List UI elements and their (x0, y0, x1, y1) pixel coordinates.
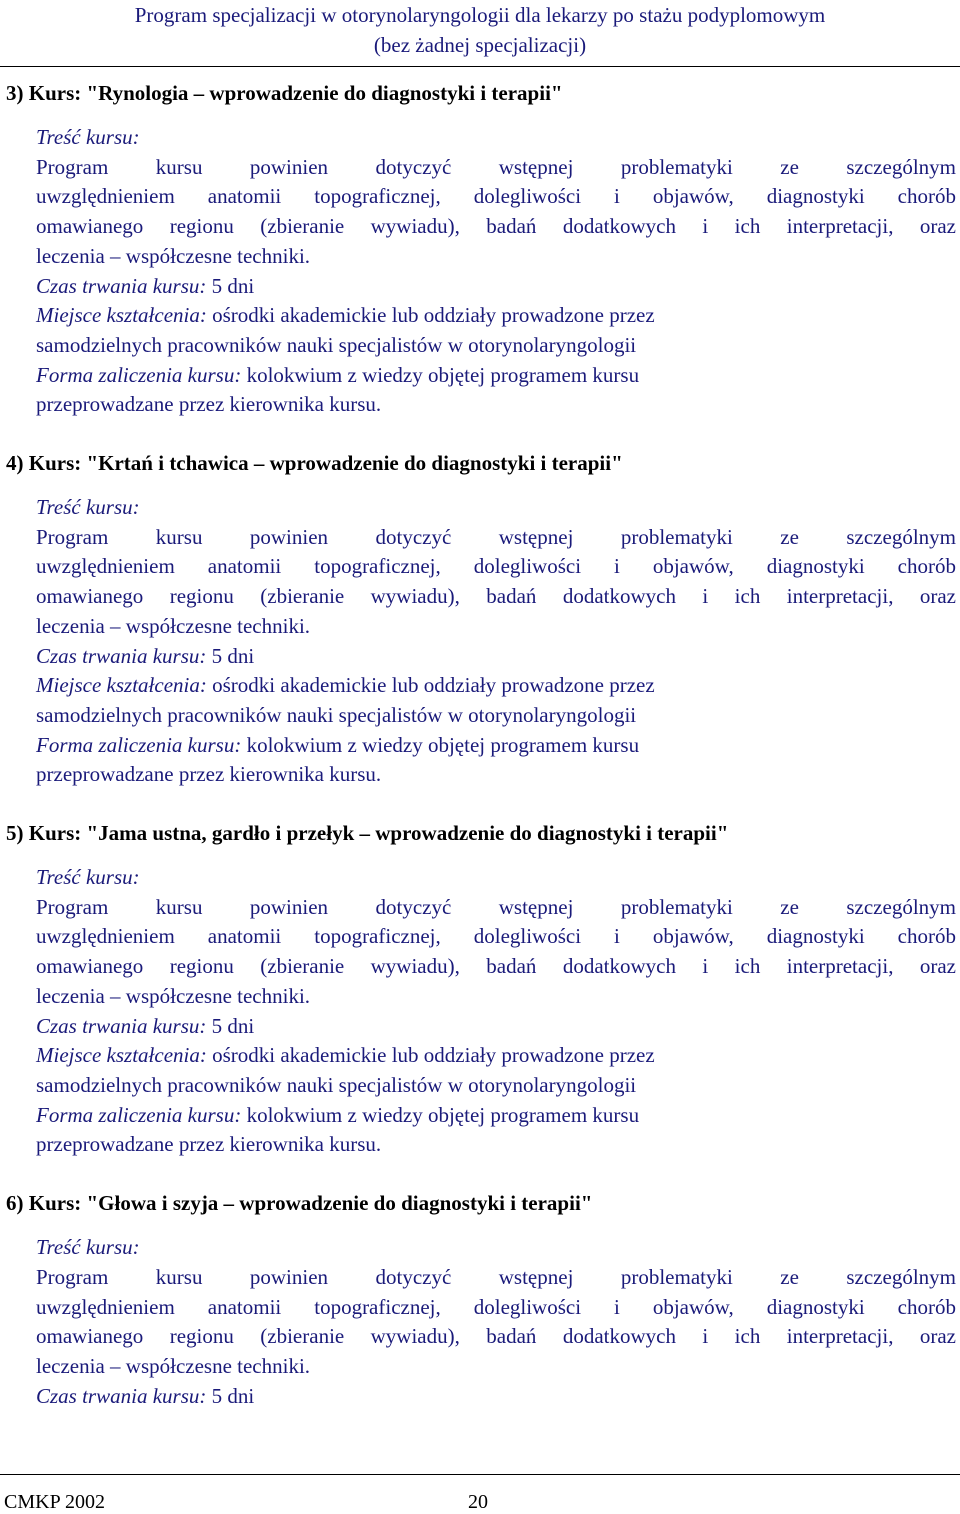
course-title: 5) Kurs: "Jama ustna, gardło i przełyk – wprowadzenie do diagnostyki i terapii" (6, 821, 729, 846)
course-section-4 (0, 448, 960, 790)
course-location-value: ośrodki akademickie lub oddziały prowadzone przez (212, 303, 655, 328)
content-line: Program kursu powinien dotyczyć wstępnej problematyki ze szczególnym (36, 1264, 956, 1289)
course-location-value-cont: samodzielnych pracowników nauki specjalistów w otorynolaryngologii (36, 332, 637, 357)
course-duration-value: 5 dni (211, 1013, 255, 1038)
course-section-6 (0, 1188, 960, 1411)
course-duration-field (0, 642, 960, 672)
course-location-value: ośrodki akademickie lub oddziały prowadzone przez (212, 1043, 655, 1068)
course-title: 4) Kurs: "Krtań i tchawica – wprowadzenie do diagnostyki i terapii" (6, 451, 623, 476)
content-line: leczenia – współczesne techniki. (36, 613, 311, 638)
content-line: Program kursu powinien dotyczyć wstępnej problematyki ze szczególnym (36, 524, 956, 549)
course-duration-value: 5 dni (211, 643, 255, 668)
course-content-label: Treść kursu: (36, 865, 140, 890)
header-line-2: (bez żadnej specjalizacji) (373, 33, 587, 57)
document-body (0, 72, 960, 1411)
course-content-text (36, 1263, 956, 1382)
section-spacer (0, 420, 960, 442)
course-duration-field (0, 1012, 960, 1042)
footer-source: CMKP 2002 (4, 1491, 105, 1513)
course-assessment-field (0, 731, 960, 790)
course-duration-label: Czas trwania kursu: (36, 1383, 207, 1408)
course-assessment-field (0, 361, 960, 420)
course-location-value-cont: samodzielnych pracowników nauki specjalistów w otorynolaryngologii (36, 702, 637, 727)
course-assessment-value-cont: przeprowadzane przez kierownika kursu. (36, 392, 382, 417)
footer-divider (0, 1474, 960, 1475)
course-location-label: Miejsce kształcenia: (36, 1043, 207, 1068)
course-location-value-cont: samodzielnych pracowników nauki specjalistów w otorynolaryngologii (36, 1072, 637, 1097)
course-duration-field (0, 272, 960, 302)
course-assessment-label: Forma zaliczenia kursu: (36, 1102, 242, 1127)
course-section-5 (0, 818, 960, 1160)
course-duration-label: Czas trwania kursu: (36, 273, 207, 298)
course-assessment-value-cont: przeprowadzane przez kierownika kursu. (36, 1132, 382, 1157)
content-line: uwzględnieniem anatomii topograficznej, dolegliwości i objawów, diagnostyki chorób (36, 924, 956, 949)
course-title: 6) Kurs: "Głowa i szyja – wprowadzenie do diagnostyki i terapii" (6, 1191, 593, 1216)
course-duration-label: Czas trwania kursu: (36, 1013, 207, 1038)
course-duration-label: Czas trwania kursu: (36, 643, 207, 668)
course-content-field (0, 1233, 960, 1382)
page-number: 20 (468, 1491, 488, 1513)
course-assessment-field (0, 1101, 960, 1160)
course-location-label: Miejsce kształcenia: (36, 673, 207, 698)
course-title: 3) Kurs: "Rynologia – wprowadzenie do diagnostyki i terapii" (6, 81, 563, 105)
header-line-1: Program specjalizacji w otorynolaryngologii dla lekarzy po stażu podyplomowym (134, 3, 826, 27)
content-line: uwzględnieniem anatomii topograficznej, dolegliwości i objawów, diagnostyki chorób (36, 554, 956, 579)
course-content-text (36, 893, 956, 1012)
course-content-text (36, 523, 956, 642)
course-location-field (0, 1041, 960, 1100)
course-duration-value: 5 dni (211, 273, 255, 298)
content-line: uwzględnieniem anatomii topograficznej, dolegliwości i objawów, diagnostyki chorób (36, 1294, 956, 1319)
course-location-value: ośrodki akademickie lub oddziały prowadzone przez (212, 673, 655, 698)
course-duration-field (0, 1382, 960, 1412)
course-assessment-value: kolokwium z wiedzy objętej programem kursu (246, 732, 640, 757)
course-assessment-label: Forma zaliczenia kursu: (36, 732, 242, 757)
content-line: omawianego regionu (zbieranie wywiadu), badań dodatkowych i ich interpretacji, oraz (36, 584, 956, 609)
course-content-label: Treść kursu: (36, 125, 140, 149)
content-line: omawianego regionu (zbieranie wywiadu), badań dodatkowych i ich interpretacji, oraz (36, 954, 956, 979)
course-assessment-label: Forma zaliczenia kursu: (36, 362, 242, 387)
course-duration-value: 5 dni (211, 1383, 255, 1408)
course-location-label: Miejsce kształcenia: (36, 303, 207, 328)
content-line: leczenia – współczesne techniki. (36, 1353, 311, 1378)
content-line: omawianego regionu (zbieranie wywiadu), badań dodatkowych i ich interpretacji, oraz (36, 214, 956, 239)
course-content-field (0, 123, 960, 272)
course-content-field (0, 493, 960, 642)
page-header (0, 0, 960, 60)
course-assessment-value: kolokwium z wiedzy objętej programem kursu (246, 362, 640, 387)
content-line: omawianego regionu (zbieranie wywiadu), badań dodatkowych i ich interpretacji, oraz (36, 1324, 956, 1349)
course-location-field (0, 671, 960, 730)
course-assessment-value-cont: przeprowadzane przez kierownika kursu. (36, 762, 382, 787)
course-section-3 (0, 78, 960, 420)
content-line: Program kursu powinien dotyczyć wstępnej problematyki ze szczególnym (36, 154, 956, 179)
content-line: leczenia – współczesne techniki. (36, 243, 311, 268)
course-content-field (0, 863, 960, 1012)
course-content-label: Treść kursu: (36, 495, 140, 520)
course-location-field (0, 301, 960, 360)
course-assessment-value: kolokwium z wiedzy objętej programem kursu (246, 1102, 640, 1127)
course-content-label: Treść kursu: (36, 1235, 140, 1260)
section-spacer (0, 1160, 960, 1182)
content-line: Program kursu powinien dotyczyć wstępnej problematyki ze szczególnym (36, 894, 956, 919)
course-content-text (36, 153, 956, 272)
content-line: leczenia – współczesne techniki. (36, 983, 311, 1008)
section-spacer (0, 790, 960, 812)
header-divider (0, 66, 960, 67)
content-line: uwzględnieniem anatomii topograficznej, dolegliwości i objawów, diagnostyki chorób (36, 184, 956, 209)
